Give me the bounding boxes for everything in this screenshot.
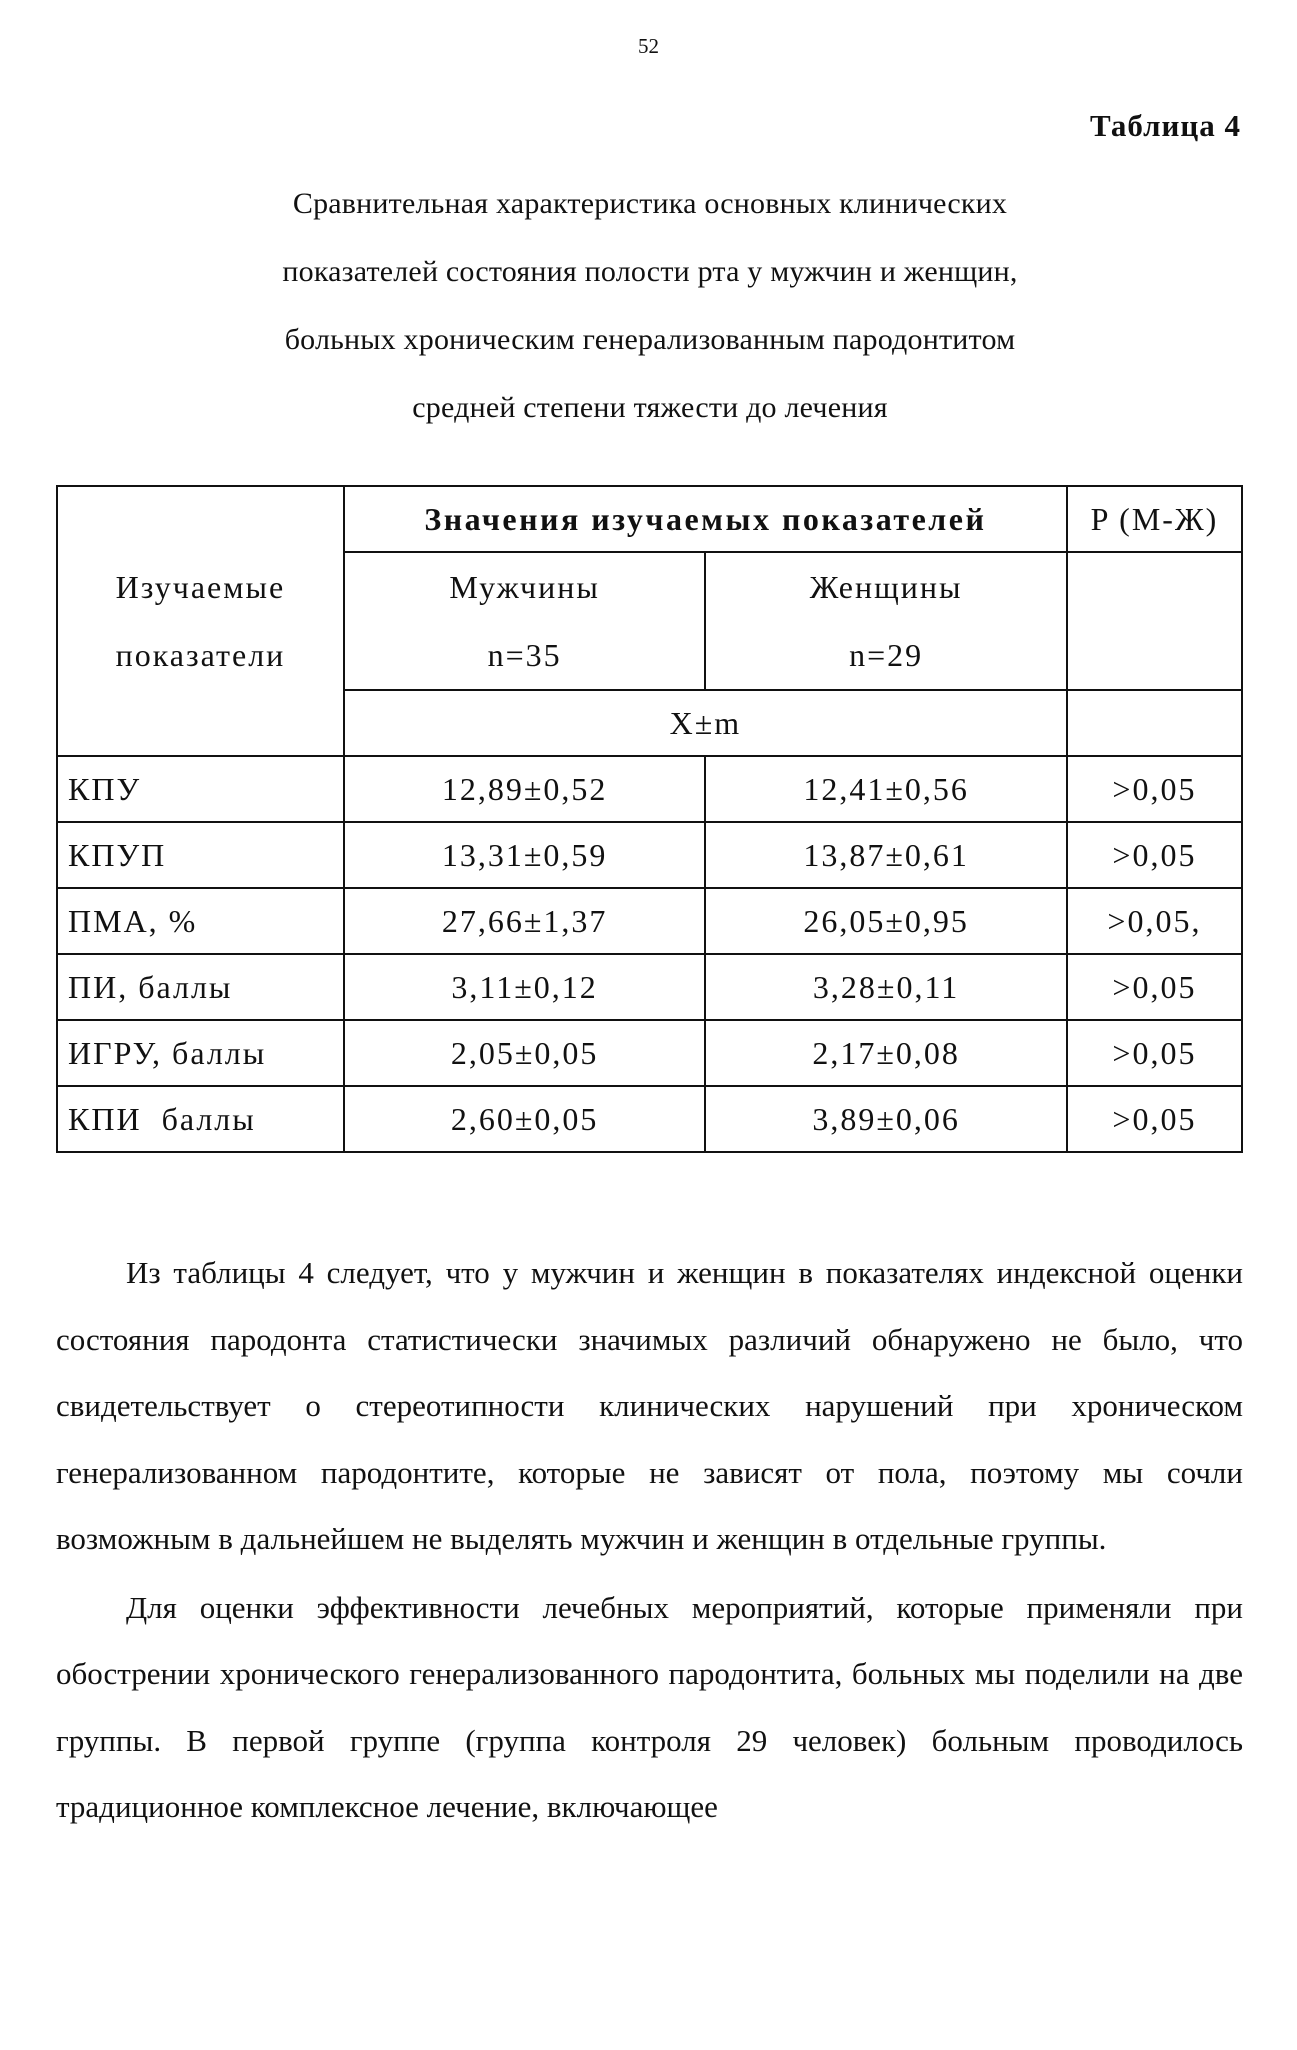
row-men-value: 27,66±1,37 xyxy=(344,888,705,954)
row-women-value: 13,87±0,61 xyxy=(705,822,1066,888)
table-caption xyxy=(140,170,1160,442)
header-indicators xyxy=(57,486,344,756)
header-men-n: n=35 xyxy=(487,637,562,673)
row-women-value: 3,89±0,06 xyxy=(705,1086,1066,1152)
row-men-value: 3,11±0,12 xyxy=(344,954,705,1020)
table-row xyxy=(57,1020,1242,1086)
table-row xyxy=(57,888,1242,954)
header-women-label: Женщины xyxy=(809,569,963,605)
row-indicator: ИГРУ, баллы xyxy=(57,1020,344,1086)
table-row xyxy=(57,1086,1242,1152)
row-indicator: ПМА, % xyxy=(57,888,344,954)
row-p-value: >0,05 xyxy=(1067,1020,1242,1086)
header-indicators-line1: Изучаемые xyxy=(115,569,286,605)
row-p-value: >0,05 xyxy=(1067,954,1242,1020)
header-stat: X±m xyxy=(344,690,1067,756)
row-women-value: 3,28±0,11 xyxy=(705,954,1066,1020)
row-indicator: ПИ, баллы xyxy=(57,954,344,1020)
row-p-value: >0,05 xyxy=(1067,1086,1242,1152)
row-men-value: 13,31±0,59 xyxy=(344,822,705,888)
header-men xyxy=(344,552,705,690)
row-p-value: >0,05 xyxy=(1067,822,1242,888)
row-men-value: 2,05±0,05 xyxy=(344,1020,705,1086)
row-p-value: >0,05, xyxy=(1067,888,1242,954)
header-empty-cell xyxy=(1067,552,1242,690)
caption-line: средней степени тяжести до лечения xyxy=(412,391,888,424)
row-indicator: КПУП xyxy=(57,822,344,888)
caption-line: Сравнительная характеристика основных клинических xyxy=(292,187,1008,220)
paragraph: Из таблицы 4 следует, что у мужчин и женщин в показателях индексной оценки состояния пародонта статистически значимых различий обнаружено не было, что свидетельствует о стереотипности клинических нарушений при хроническом генерализованном пародонтите, которые не зависят от пола, поэтому мы сочли возможным в дальнейшем не выделять мужчин и женщин в отдельные группы. xyxy=(56,1255,1243,1556)
row-p-value: >0,05 xyxy=(1067,756,1242,822)
header-empty-cell xyxy=(1067,690,1242,756)
header-women xyxy=(705,552,1066,690)
row-men-value: 12,89±0,52 xyxy=(344,756,705,822)
paragraph: Для оценки эффективности лечебных мероприятий, которые применяли при обострении хронического генерализованного пародонтита, больных мы поделили на две группы. В первой группе (группа контроля 29 человек) больным проводилось традиционное комплексное лечение, включающее xyxy=(56,1589,1243,1824)
header-indicators-line2: показатели xyxy=(115,637,286,673)
caption-line: показателей состояния полости рта у мужчин и женщин, xyxy=(282,255,1018,288)
body-text xyxy=(56,1240,1243,1841)
table-label: Таблица 4 xyxy=(1090,108,1241,143)
table-row xyxy=(57,756,1242,822)
table-header-row xyxy=(57,486,1242,552)
header-men-label: Мужчины xyxy=(449,569,600,605)
caption-line: больных хроническим генерализованным пародонтитом xyxy=(284,323,1016,356)
indicators-table xyxy=(56,485,1243,1153)
row-women-value: 26,05±0,95 xyxy=(705,888,1066,954)
table-row xyxy=(57,822,1242,888)
row-women-value: 2,17±0,08 xyxy=(705,1020,1066,1086)
header-p-column: P (М-Ж) xyxy=(1067,486,1242,552)
table-row xyxy=(57,954,1242,1020)
row-men-value: 2,60±0,05 xyxy=(344,1086,705,1152)
header-women-n: n=29 xyxy=(849,637,924,673)
row-indicator: КПУ xyxy=(57,756,344,822)
page-number: 52 xyxy=(638,34,659,58)
header-values-group: Значения изучаемых показателей xyxy=(344,486,1067,552)
row-indicator: КПИ баллы xyxy=(57,1086,344,1152)
row-women-value: 12,41±0,56 xyxy=(705,756,1066,822)
